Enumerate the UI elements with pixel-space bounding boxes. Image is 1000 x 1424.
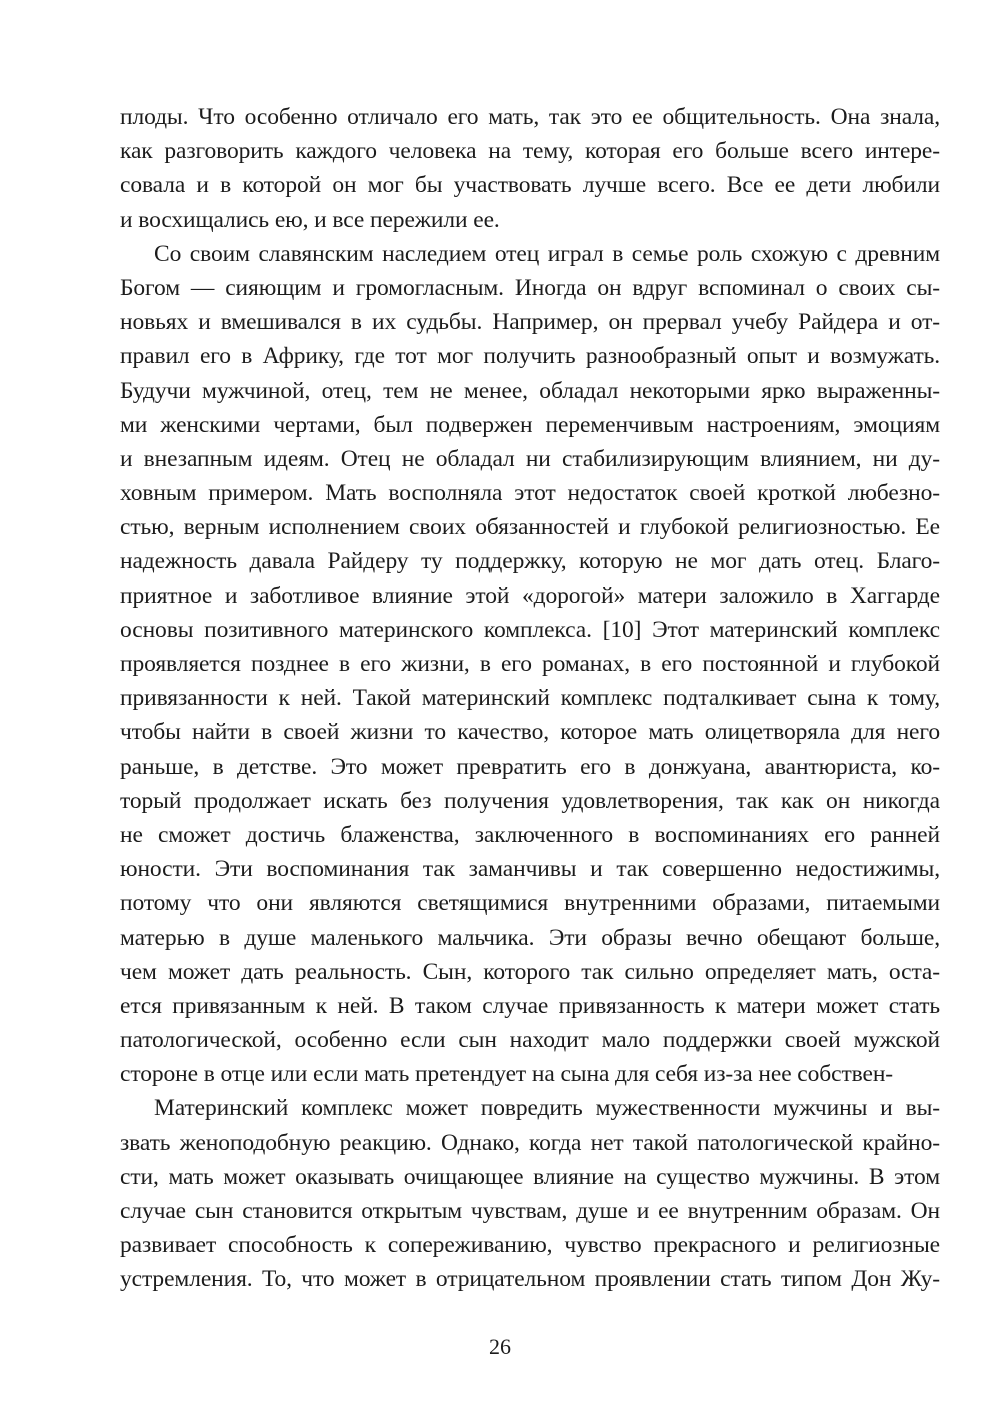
text-line: чтобы найти в своей жизни то качество, которое мать олицетворяла для него [120,719,940,746]
text-line: ется привязанным к ней. В таком случае привязанность к матери может стать [120,992,940,1019]
page-number: 26 [489,1334,511,1359]
paragraph-1 [120,100,940,237]
text-line: совала и в которой он мог бы участвовать лучше всего. Все ее дети любили [120,172,940,199]
text-line: правил его в Африку, где тот мог получить разнообразный опыт и возмужать. [120,343,940,370]
text-line: плоды. Что особенно отличало его мать, так это ее общительность. Она знала, [120,104,940,130]
text-line: сти, мать может оказывать очищающее влияние на существо мужчины. В этом [120,1163,940,1190]
text-line: Богом — сияющим и громогласным. Иногда он вдруг вспоминал о своих сы- [120,274,940,301]
text-line: приятное и заботливое влияние этой «дорогой» матери заложило в Хаггарде [120,582,940,609]
text-line: стороне в отце или если мать претендует на сына для себя из-за нее собствен- [120,1061,894,1088]
text-line: потому что они являются светящимися внутренними образами, питаемыми [120,890,940,917]
text-line: стью, верным исполнением своих обязанностей и глубокой религиозностью. Ее [120,514,940,541]
text-line: проявляется позднее в его жизни, в его романах, в его постоянной и глубокой [120,651,940,677]
text-line: Будучи мужчиной, отец, тем не менее, обладал некоторыми ярко выраженны- [120,377,940,404]
text-line: Материнский комплекс может повредить мужественности мужчины и вы- [154,1095,940,1122]
text-line: не сможет достичь блаженства, заключенного в воспоминаниях его ранней [120,821,940,848]
text-line: надежность давала Райдеру ту поддержку, которую не мог дать отец. Благо- [120,548,940,575]
text-line: раньше, в детстве. Это может превратить его в донжуана, авантюриста, ко- [120,753,940,780]
text-line: привязанности к ней. Такой материнский комплекс подталкивает сына к тому, [120,685,940,712]
text-line: развивает способность к сопереживанию, чувство прекрасного и религиозные [120,1232,940,1259]
text-line: и восхищались ею, и все пережили ее. [120,206,500,233]
text-line: основы позитивного материнского комплекса. [10] Этот материнский комплекс [120,616,940,643]
text-line: и внезапным идеям. Отец не обладал ни стабилизирующим влиянием, ни ду- [120,445,940,472]
text-line: устремления. То, что может в отрицательном проявлении стать типом Дон Жу- [120,1266,940,1293]
text-line: звать женоподобную реакцию. Однако, когда нет такой патологической крайно- [120,1129,940,1156]
text-line: случае сын становится открытым чувствам, душе и ее внутренним образам. Он [120,1198,940,1224]
text-line: торый продолжает искать без получения удовлетворения, так как он никогда [120,787,940,814]
text-line: Со своим славянским наследием отец играл в семье роль схожую с древним [154,240,940,267]
text-line: ми женскими чертами, был подвержен переменчивым настроениям, эмоциям [120,411,940,438]
text-line: матерью в душе маленького мальчика. Эти образы вечно обещают больше, [120,924,940,951]
paragraph-2 [120,237,940,1092]
text-line: чем может дать реальность. Сын, которого так сильно определяет мать, оста- [120,958,940,985]
paragraph-3 [120,1091,940,1296]
text-line: ховным примером. Мать восполняла этот недостаток своей кроткой любезно- [120,480,940,507]
text-line: как разговорить каждого человека на тему, которая его больше всего интере- [120,138,940,165]
text-line: патологической, особенно если сын находит мало поддержки своей мужской [120,1027,940,1054]
book-page-body [120,100,940,1297]
text-line: новьях и вмешивался в их судьбы. Например, он прервал учебу Райдера и от- [120,309,940,336]
text-line: юности. Эти воспоминания так заманчивы и так совершенно недостижимы, [120,856,940,883]
